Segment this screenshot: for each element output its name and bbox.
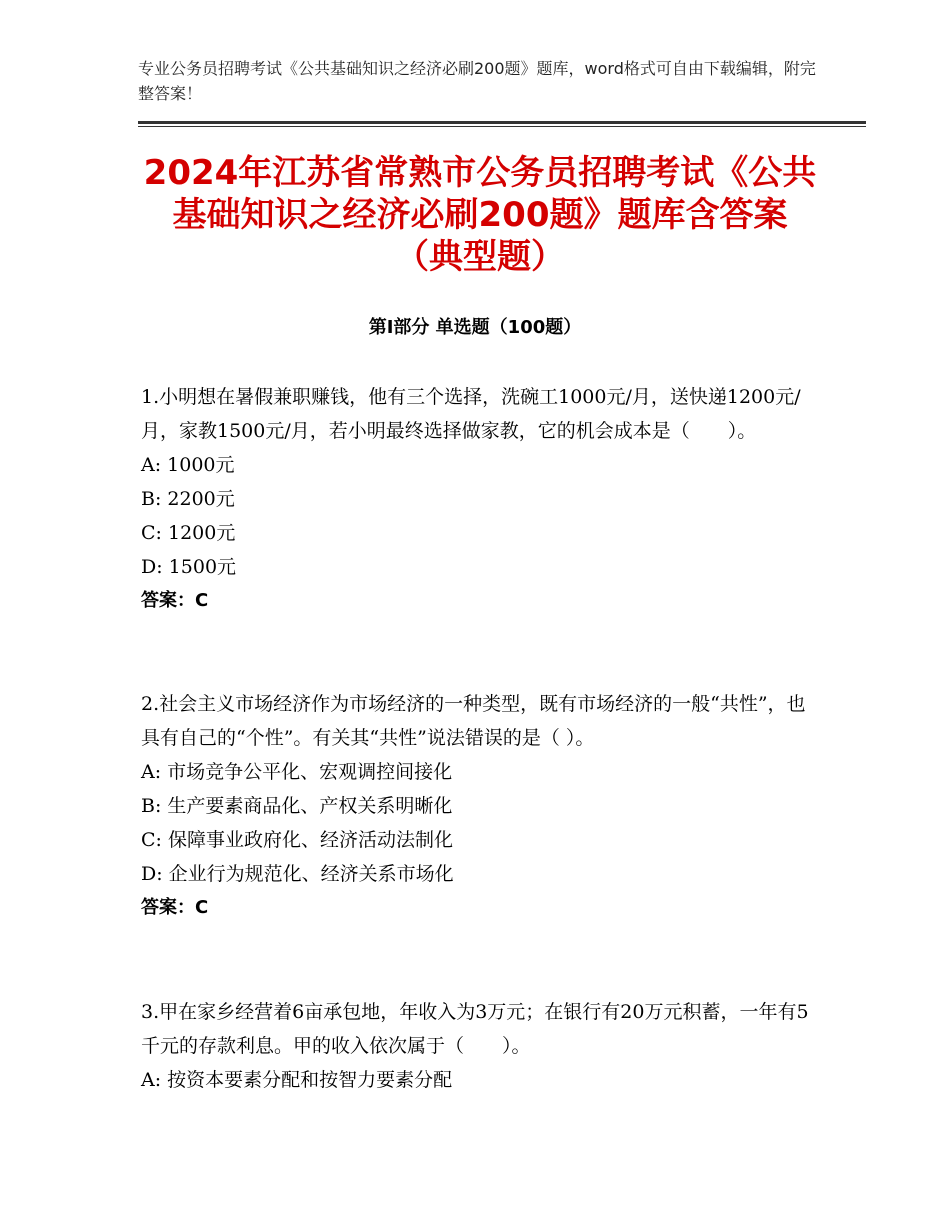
header-note: 专业公务员招聘考试《公共基础知识之经济必刷200题》题库，word格式可自由下载编辑，附完整答案！ bbox=[138, 59, 816, 103]
document-title bbox=[120, 152, 840, 278]
title-line: 基础知识之经济必刷200题》题库含答案 bbox=[172, 195, 788, 235]
option-a: A: 市场竞争公平化、宏观调控间接化 bbox=[141, 761, 453, 783]
question-2 bbox=[141, 687, 821, 925]
option-d: D: 企业行为规范化、经济关系市场化 bbox=[141, 863, 454, 885]
option-a: A: 1000元 bbox=[141, 454, 235, 476]
option-d: D: 1500元 bbox=[141, 556, 237, 578]
question-1 bbox=[141, 380, 821, 618]
section-heading: 第Ⅰ部分 单选题（100题） bbox=[368, 317, 582, 338]
answer: 答案：C bbox=[141, 897, 209, 918]
header-divider-thin bbox=[138, 126, 866, 127]
option-b: B: 2200元 bbox=[141, 488, 235, 510]
question-stem: 2.社会主义市场经济作为市场经济的一种类型，既有市场经济的一般“共性”，也具有自己的“个性”。有关其“共性”说法错误的是（ ）。 bbox=[141, 693, 806, 749]
option-c: C: 1200元 bbox=[141, 522, 236, 544]
option-b: B: 生产要素商品化、产权关系明晰化 bbox=[141, 795, 453, 817]
question-stem: 3.甲在家乡经营着6亩承包地，年收入为3万元；在银行有20万元积蓄，一年有5千元的存款利息。甲的收入依次属于（ ）。 bbox=[141, 1001, 809, 1057]
question-3 bbox=[141, 995, 821, 1097]
option-a: A: 按资本要素分配和按智力要素分配 bbox=[141, 1069, 453, 1091]
title-line: （典型题） bbox=[395, 237, 565, 277]
option-c: C: 保障事业政府化、经济活动法制化 bbox=[141, 829, 453, 851]
title-line: 2024年江苏省常熟市公务员招聘考试《公共 bbox=[143, 153, 817, 193]
header-divider-thick bbox=[138, 121, 866, 124]
question-stem: 1.小明想在暑假兼职赚钱，他有三个选择，洗碗工1000元/月，送快递1200元/月，家教1500元/月，若小明最终选择做家教，它的机会成本是（ ）。 bbox=[141, 386, 801, 442]
answer: 答案：C bbox=[141, 590, 209, 611]
